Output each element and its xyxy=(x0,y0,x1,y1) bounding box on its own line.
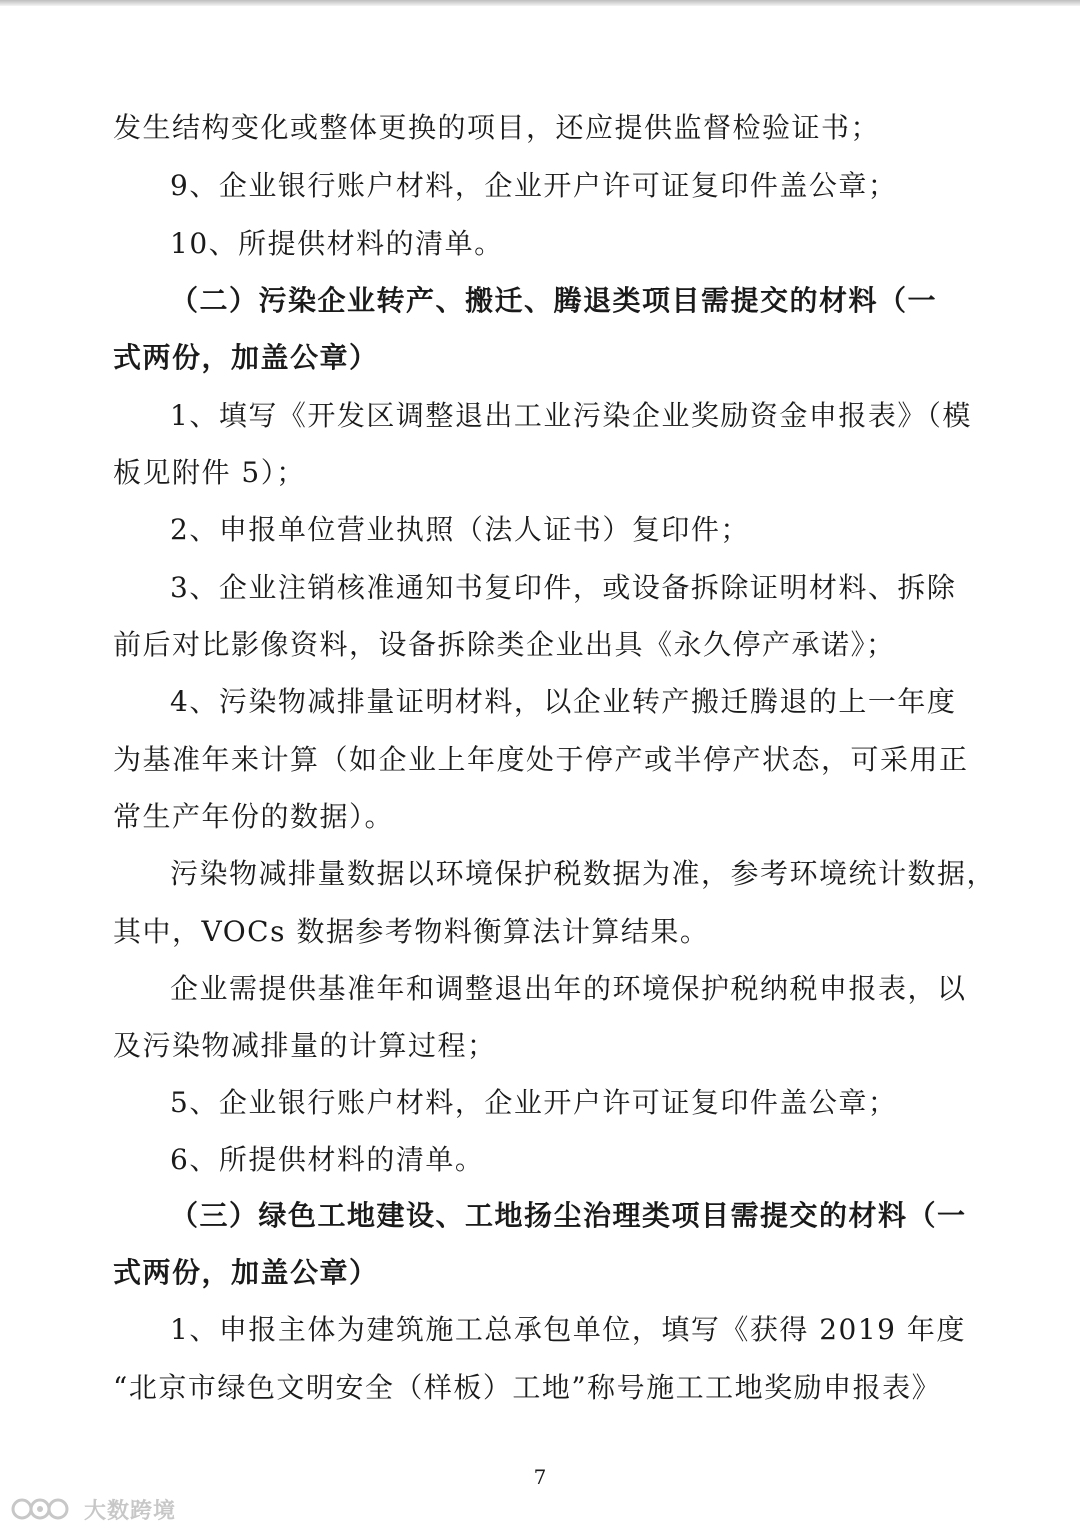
text-line: 及污染物减排量的计算过程； xyxy=(113,1029,497,1062)
text-line: 常生产年份的数据）。 xyxy=(113,800,395,833)
watermark xyxy=(10,1493,176,1525)
text-line: 企业需提供基准年和调整退出年的环境保护税纳税申报表，以 xyxy=(170,972,967,1005)
text-line: 4、污染物减排量证明材料，以企业转产搬迁腾退的上一年度 xyxy=(170,685,957,718)
section-heading-cont: 式两份，加盖公章） xyxy=(113,341,379,374)
page-number: 7 xyxy=(533,1465,547,1489)
section-heading: （三）绿色工地建设、工地扬尘治理类项目需提交的材料（一 xyxy=(170,1199,967,1232)
text-line: 6、所提供材料的清单。 xyxy=(170,1143,485,1176)
text-line: 10、所提供材料的清单。 xyxy=(170,227,504,260)
logo-icon xyxy=(10,1495,76,1523)
text-line: “北京市绿色文明安全（样板）工地”称号施工工地奖励申报表》 xyxy=(113,1371,942,1404)
text-line: 前后对比影像资料，设备拆除类企业出具《永久停产承诺》； xyxy=(113,628,896,661)
text-line: 3、企业注销核准通知书复印件，或设备拆除证明材料、拆除 xyxy=(170,571,957,604)
text-line: 发生结构变化或整体更换的项目，还应提供监督检验证书； xyxy=(113,111,881,144)
text-line: 其中，VOCs 数据参考物料衡算法计算结果。 xyxy=(113,915,710,948)
section-heading: （二）污染企业转产、搬迁、腾退类项目需提交的材料（一 xyxy=(170,284,938,317)
text-line: 2、申报单位营业执照（法人证书）复印件； xyxy=(170,513,750,546)
text-line: 1、申报主体为建筑施工总承包单位，填写《获得 2019 年度 xyxy=(170,1313,966,1346)
text-line: 9、企业银行账户材料，企业开户许可证复印件盖公章； xyxy=(170,169,898,202)
section-heading-cont: 式两份，加盖公章） xyxy=(113,1256,379,1289)
text-line: 5、企业银行账户材料，企业开户许可证复印件盖公章； xyxy=(170,1086,898,1119)
text-line: 板见附件 5）； xyxy=(113,456,306,489)
text-line: 1、填写《开发区调整退出工业污染企业奖励资金申报表》（模 xyxy=(170,399,972,432)
text-line: 污染物减排量数据以环境保护税数据为准，参考环境统计数据， xyxy=(170,857,997,890)
text-line: 为基准年来计算（如企业上年度处于停产或半停产状态，可采用正 xyxy=(113,743,969,776)
watermark-text: 大数跨境 xyxy=(84,1498,177,1524)
